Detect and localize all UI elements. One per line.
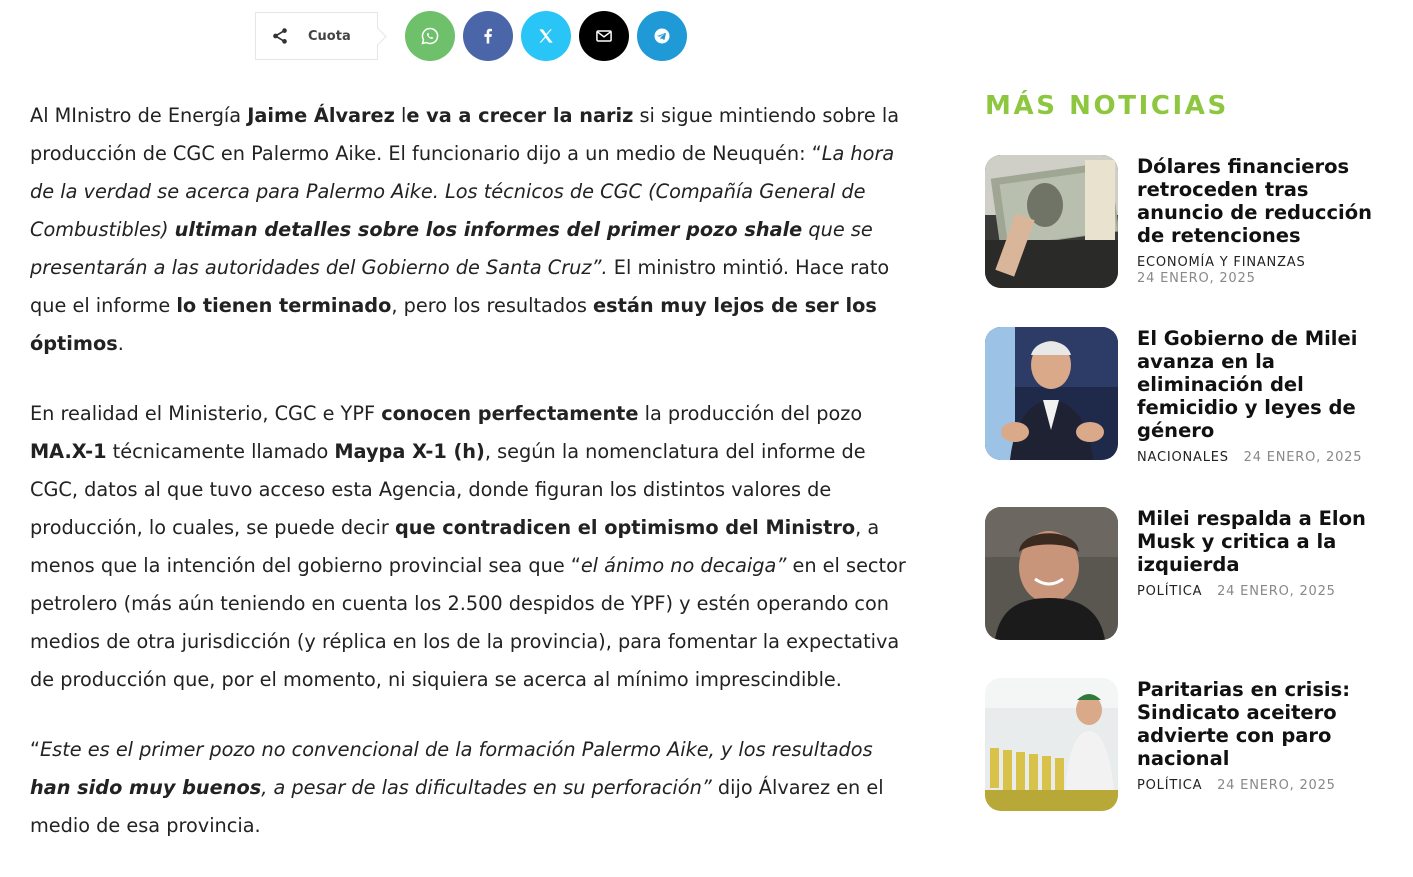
text-run: están muy lejos de ser los óptimos (30, 294, 877, 355)
text-run: que contradicen el optimismo del Ministro (394, 516, 856, 539)
text-run: MA.X-1 (30, 440, 107, 463)
news-thumbnail-dollars[interactable] (985, 155, 1118, 288)
text-run: el ánimo no decaiga” (580, 554, 787, 577)
text-run: , a menos que la intención del gobierno provincial sea que “ (30, 516, 880, 577)
text-run: Jaime Álvarez (247, 104, 395, 127)
more-news-sidebar (985, 90, 1385, 793)
news-date: 24 ENERO, 2025 (1217, 778, 1336, 793)
text-run: lo tienen terminado (176, 294, 392, 317)
text-run: , pero los resultados (391, 294, 594, 317)
news-title[interactable]: El Gobierno de Milei avanza en la eliminación del femicidio y leyes de género (1137, 327, 1358, 442)
news-date: 24 ENERO, 2025 (1137, 271, 1256, 286)
text-run: e va a crecer la nariz (406, 104, 634, 127)
news-category[interactable]: NACIONALES (1137, 450, 1229, 465)
text-run: “ (30, 738, 40, 761)
news-thumbnail-official[interactable] (985, 327, 1118, 460)
text-run: l (394, 104, 407, 127)
x-share-button[interactable] (521, 11, 571, 61)
sidebar-title: MÁS NOTICIAS (985, 91, 1229, 121)
share-label: Cuota (308, 28, 351, 44)
text-run: , a pesar de las dificultades en su perforación” (261, 776, 712, 799)
facebook-share-button[interactable] (463, 11, 513, 61)
whatsapp-icon (420, 26, 440, 46)
text-run: El ministro mintió. Hace rato que el informe (30, 256, 890, 317)
share-button[interactable] (255, 12, 378, 60)
text-run: . (117, 332, 124, 355)
article-paragraph-2 (30, 395, 915, 699)
news-title[interactable]: Dólares financieros retroceden tras anuncio de reducción de retenciones (1137, 155, 1372, 247)
facebook-icon (478, 26, 498, 46)
text-run: Al MInistro de Energía (30, 104, 248, 127)
telegram-share-button[interactable] (637, 11, 687, 61)
article-paragraph-3 (30, 731, 915, 845)
text-run: dijo Álvarez en el medio de esa provincia. (30, 776, 884, 837)
share-bar (255, 11, 687, 61)
text-run: Este es el primer pozo no convencional de la formación Palermo Aike, y los resultados (40, 738, 873, 761)
news-date: 24 ENERO, 2025 (1243, 450, 1363, 465)
text-run: técnicamente llamado (106, 440, 335, 463)
text-run: si sigue mintiendo sobre la producción de CGC en Palermo Aike. El funcionario dijo a un medio de Neuquén: “ (30, 104, 900, 165)
news-thumbnail-oil-factory[interactable] (985, 678, 1118, 811)
email-share-button[interactable] (579, 11, 629, 61)
text-run: conocen perfectamente (381, 402, 639, 425)
text-run: han sido muy buenos (30, 776, 262, 799)
share-icon (271, 26, 291, 46)
article-paragraph-1 (30, 97, 915, 363)
x-icon (536, 26, 556, 46)
text-run: , según la nomenclatura del informe de CGC, datos al que tuvo acceso esta Agencia, donde figuran los distintos valores de producción, lo cuales, se puede decir (30, 440, 866, 539)
text-run: Maypa X-1 (h) (334, 440, 485, 463)
text-run: que se presentarán a las autoridades del Gobierno de Santa Cruz”. (30, 218, 873, 279)
envelope-icon (594, 26, 614, 46)
news-category[interactable]: POLÍTICA (1137, 584, 1203, 599)
text-run: La hora de la verdad se acerca para Palermo Aike. Los técnicos de CGC (Compañía General de Combustibles) (30, 142, 895, 241)
telegram-icon (652, 26, 672, 46)
news-category[interactable]: ECONOMÍA Y FINANZAS (1137, 255, 1306, 270)
news-title[interactable]: Paritarias en crisis: Sindicato aceitero advierte con paro nacional (1137, 678, 1351, 770)
news-date: 24 ENERO, 2025 (1217, 584, 1336, 599)
news-title[interactable]: Milei respalda a Elon Musk y critica a la izquierda (1137, 507, 1366, 576)
text-run: en el sector petrolero (más aún teniendo en cuenta los 2.500 despidos de YPF) y estén operando con medios de otra jurisdicción (y réplica en los de la provincia), para fomentar la expectativa de producción que, por el momento, ni siquiera se acerca al mínimo imprescindible. (30, 554, 906, 691)
text-run: ultiman detalles sobre los informes del primer pozo shale (174, 218, 803, 241)
whatsapp-share-button[interactable] (405, 11, 455, 61)
article-body (30, 97, 915, 877)
news-thumbnail-musk[interactable] (985, 507, 1118, 640)
news-category[interactable]: POLÍTICA (1137, 778, 1203, 793)
text-run: En realidad el Ministerio, CGC e YPF (30, 402, 382, 425)
text-run: la producción del pozo (638, 402, 863, 425)
